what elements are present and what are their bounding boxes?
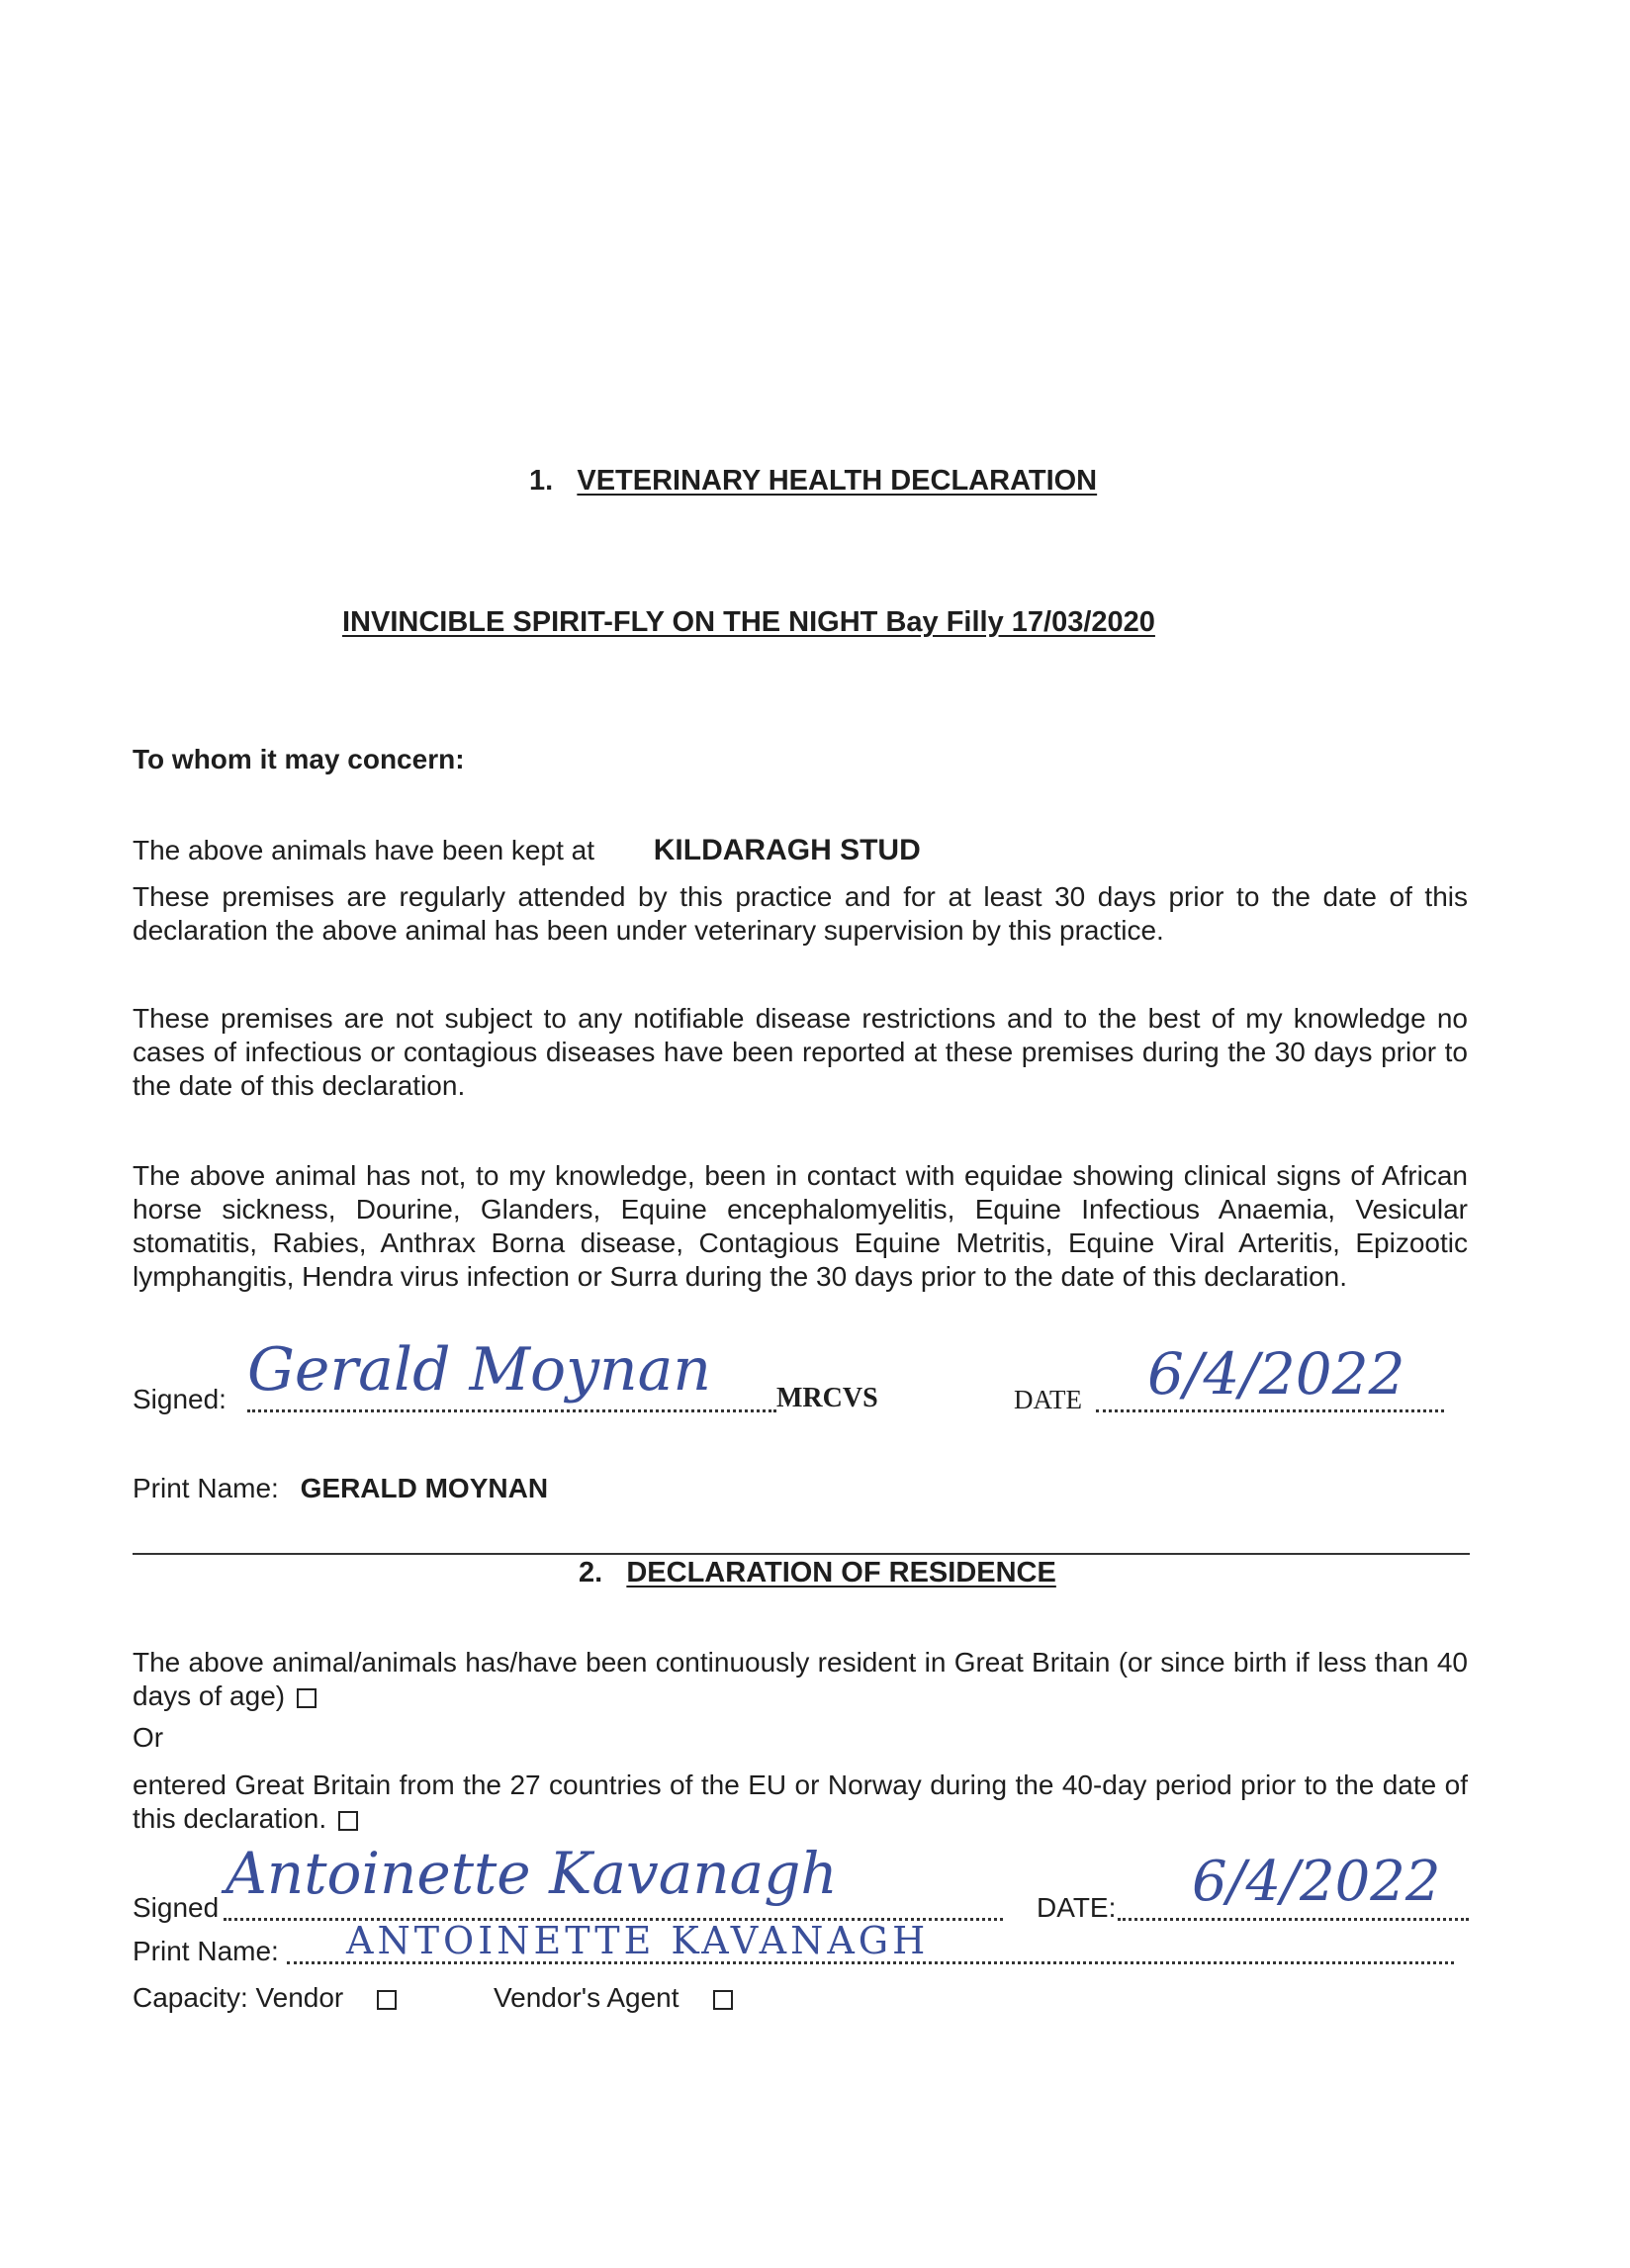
vendor-date-dots bbox=[1118, 1918, 1469, 1921]
section2-heading bbox=[579, 1557, 1056, 1589]
vet-print-name: GERALD MOYNAN bbox=[300, 1473, 549, 1503]
section1-heading bbox=[529, 465, 1097, 498]
section2-title: DECLARATION OF RESIDENCE bbox=[626, 1557, 1056, 1588]
or-label: Or bbox=[133, 1722, 164, 1753]
vendor-signed-label: Signed bbox=[133, 1892, 220, 1923]
vet-print-name-line bbox=[133, 1472, 548, 1505]
residence-option-2-text: entered Great Britain from the 27 countries of the EU or Norway during the 40-day period prior to the date of this declaration. bbox=[133, 1769, 1468, 1834]
salutation: To whom it may concern: bbox=[133, 744, 465, 774]
vet-date-dots bbox=[1096, 1409, 1444, 1412]
vet-date-label: DATE bbox=[1014, 1385, 1082, 1414]
vendor-print-name-label: Print Name: bbox=[133, 1936, 279, 1966]
animal-title-text: INVINCIBLE SPIRIT-FLY ON THE NIGHT Bay Filly 17/03/2020 bbox=[342, 606, 1155, 638]
vendor-agent-label: Vendor's Agent bbox=[494, 1982, 679, 2013]
mrcvs-suffix: MRCVS bbox=[776, 1383, 878, 1413]
vendor-print-name: ANTOINETTE KAVANAGH bbox=[346, 1919, 930, 1962]
vendor-agent-checkbox[interactable] bbox=[713, 1990, 733, 2010]
paragraph-contact: The above animal has not, to my knowledge, been in contact with equidae showing clinical signs of African horse sickness, Dourine, Glanders, Equine encephalomyelitis, Equine Infectious Anaemia, Vesicular stomatitis, Rabies, Anthrax Borna disease, Contagious Equine Metritis, Equine Viral Arteritis, Epizootic lymphangitis, Hendra virus infection or Surra during the 30 days prior to the date of this declaration. bbox=[133, 1160, 1468, 1292]
option2-checkbox[interactable] bbox=[338, 1811, 358, 1831]
vet-print-name-label: Print Name: bbox=[133, 1473, 279, 1503]
vendor-date-label: DATE: bbox=[1037, 1892, 1117, 1923]
option1-checkbox[interactable] bbox=[297, 1688, 317, 1708]
paragraph-supervision: These premises are regularly attended by this practice and for at least 30 days prior to the date of this declaration the above animal has been under veterinary supervision by this practice. bbox=[133, 881, 1468, 946]
capacity-line bbox=[133, 1981, 733, 2015]
vet-signature-dots bbox=[247, 1409, 776, 1412]
section2-number: 2. bbox=[579, 1557, 603, 1588]
premises-name: KILDARAGH STUD bbox=[653, 834, 921, 866]
vendor-date: 6/4/2022 bbox=[1192, 1850, 1441, 1914]
vendor-checkbox[interactable] bbox=[377, 1990, 397, 2010]
residence-option-1-text: The above animal/animals has/have been continuously resident in Great Britain (or since birth if less than 40 days of age) bbox=[133, 1647, 1468, 1711]
vendor-signature: Antoinette Kavanagh bbox=[226, 1840, 838, 1907]
vet-date: 6/4/2022 bbox=[1147, 1340, 1405, 1407]
vet-signed-label: Signed: bbox=[133, 1384, 226, 1414]
vet-signature: Gerald Moynan bbox=[247, 1335, 712, 1405]
section1-title: VETERINARY HEALTH DECLARATION bbox=[577, 465, 1098, 497]
animal-title bbox=[342, 606, 1155, 639]
residence-option-2 bbox=[133, 1769, 1468, 1836]
section1-number: 1. bbox=[529, 465, 554, 497]
kept-at-label: The above animals have been kept at bbox=[133, 835, 594, 865]
section-divider bbox=[133, 1553, 1470, 1555]
capacity-vendor-label: Capacity: Vendor bbox=[133, 1982, 344, 2013]
kept-at-line bbox=[133, 834, 921, 867]
residence-option-1 bbox=[133, 1646, 1468, 1713]
paragraph-restrictions: These premises are not subject to any notifiable disease restrictions and to the best of my knowledge no cases of infectious or contagious diseases have been reported at these premises during the 30 days prior to the date of this declaration. bbox=[133, 1003, 1468, 1101]
